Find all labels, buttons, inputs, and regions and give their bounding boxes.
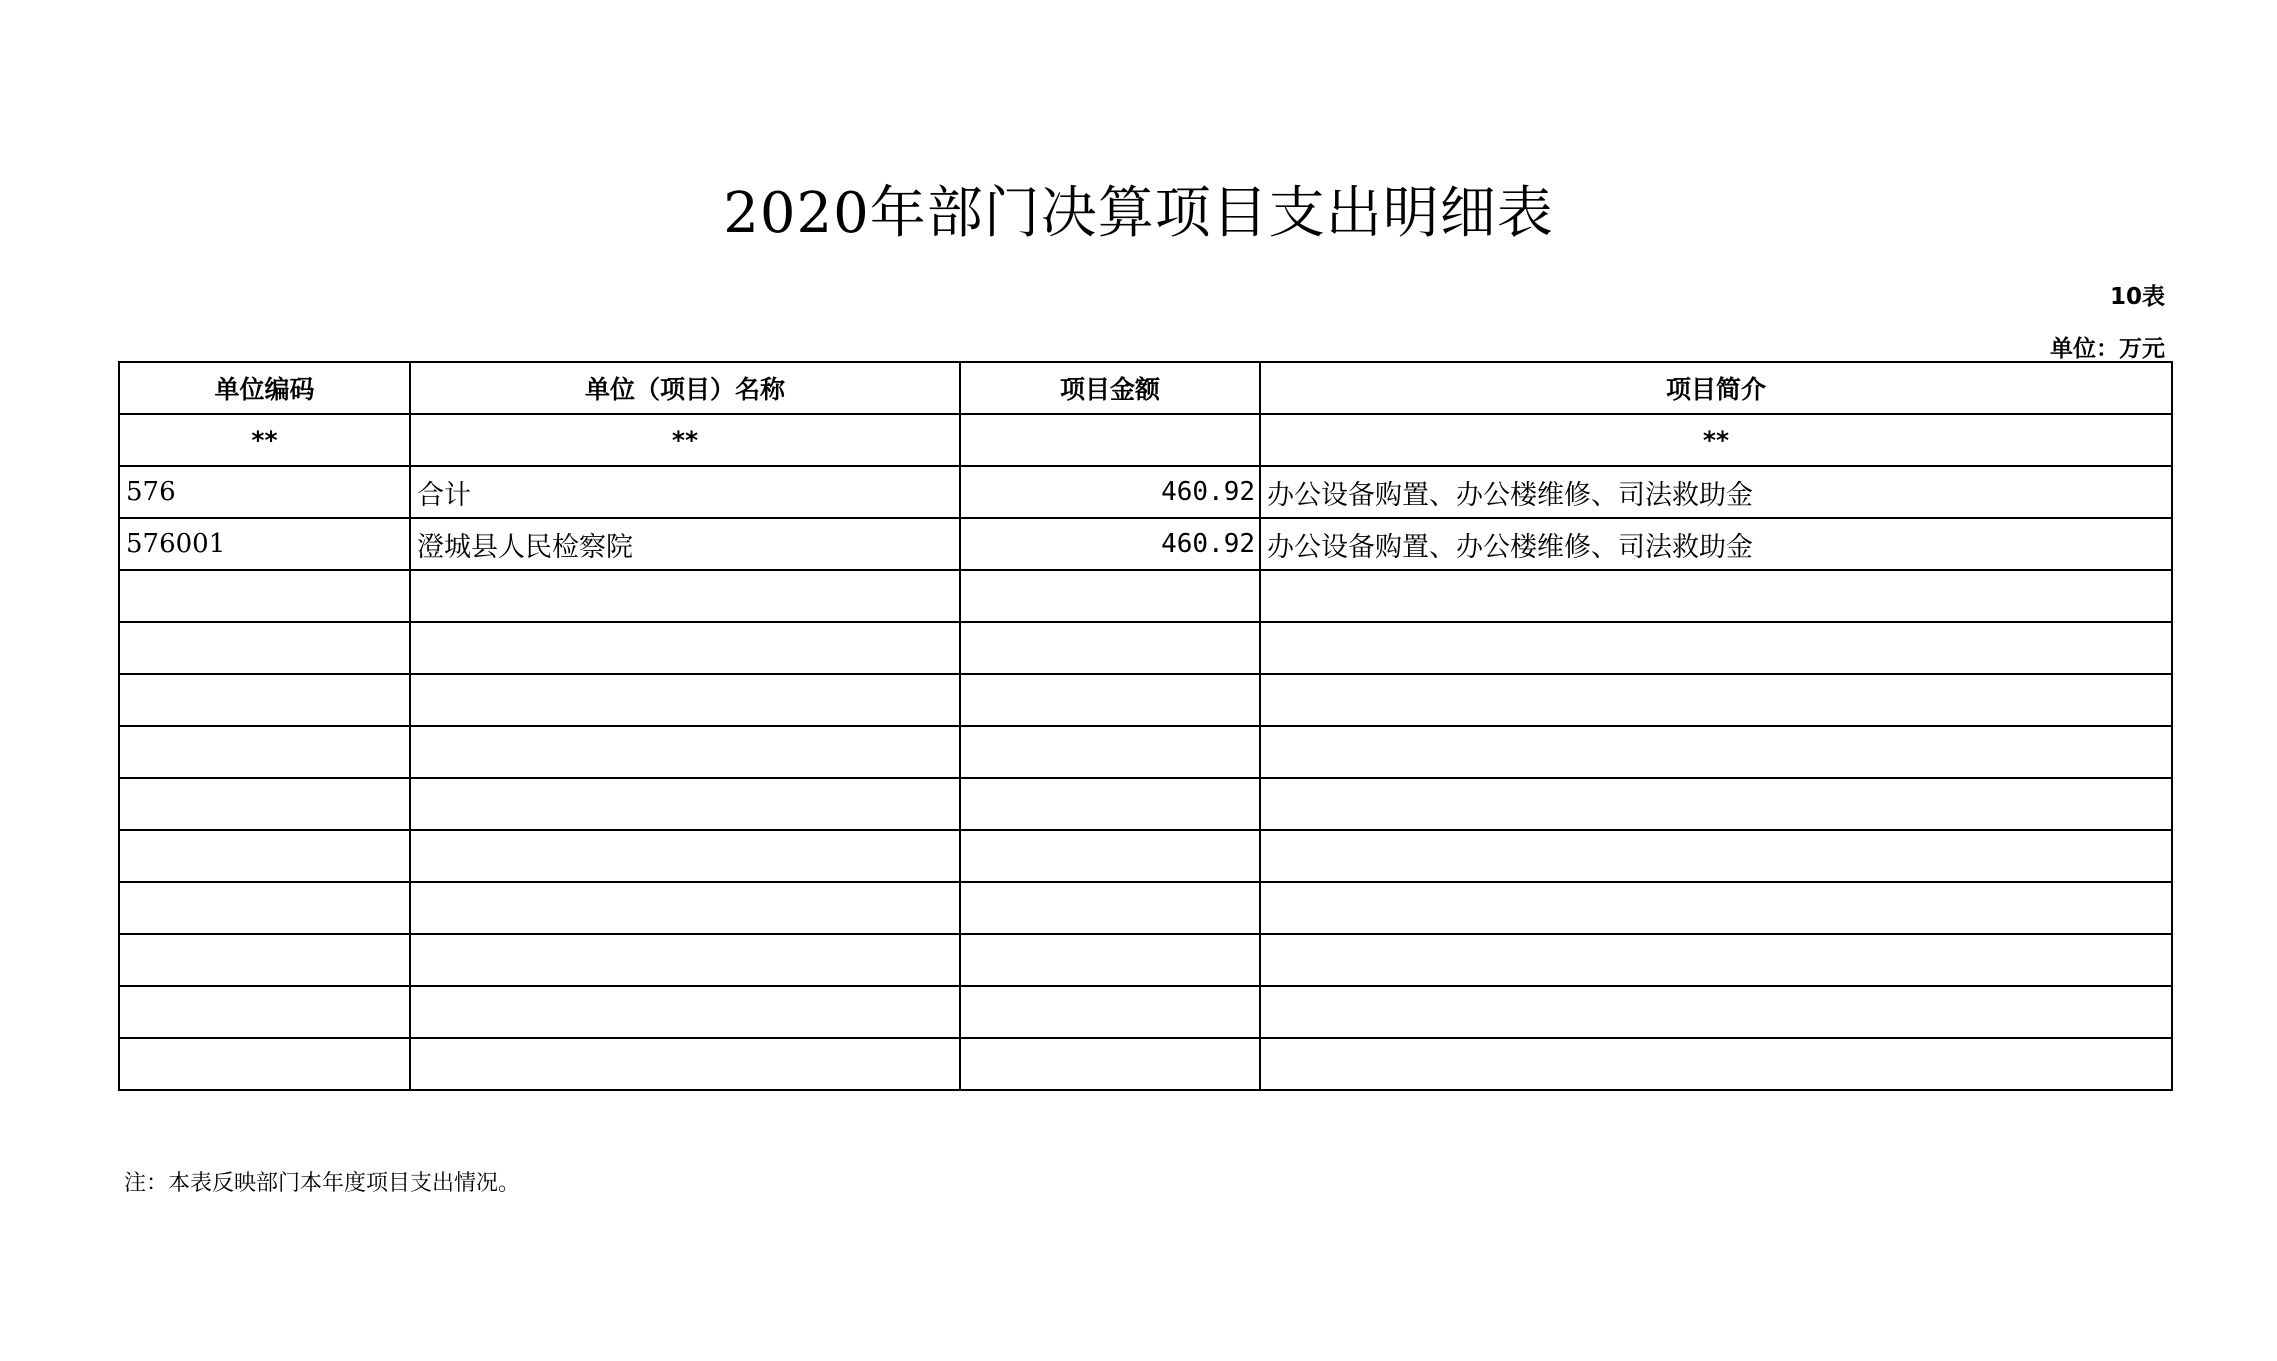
empty-cell (960, 570, 1260, 622)
empty-cell (410, 1038, 960, 1090)
empty-cell (960, 1038, 1260, 1090)
empty-cell (119, 726, 410, 778)
empty-cell (119, 934, 410, 986)
empty-cell (119, 882, 410, 934)
empty-cell (119, 622, 410, 674)
empty-cell (410, 622, 960, 674)
empty-cell (1260, 570, 2172, 622)
table-header-row (119, 362, 2172, 414)
empty-cell (410, 570, 960, 622)
unit-name-cell: 合计 (410, 466, 960, 518)
empty-row (119, 726, 2172, 778)
empty-cell (119, 986, 410, 1038)
empty-row (119, 882, 2172, 934)
empty-cell (410, 726, 960, 778)
empty-cell (1260, 726, 2172, 778)
empty-cell (1260, 1038, 2172, 1090)
report-title: 2020年部门决算项目支出明细表 (723, 181, 1554, 246)
empty-row (119, 830, 2172, 882)
project-expenditure-table (118, 361, 2173, 1091)
description-cell: 办公设备购置、办公楼维修、司法救助金 (1260, 518, 2172, 570)
empty-cell (960, 882, 1260, 934)
marker-cell: ** (410, 414, 960, 466)
empty-cell (410, 674, 960, 726)
unit-label: 单位：万元 (2050, 336, 2165, 362)
empty-cell (1260, 986, 2172, 1038)
empty-cell (119, 570, 410, 622)
empty-cell (960, 622, 1260, 674)
unit-code-cell: 576 (119, 466, 410, 518)
empty-row (119, 570, 2172, 622)
empty-cell (410, 934, 960, 986)
marker-cell: ** (1260, 414, 2172, 466)
empty-cell (410, 882, 960, 934)
description-cell: 办公设备购置、办公楼维修、司法救助金 (1260, 466, 2172, 518)
header-unit-code: 单位编码 (119, 362, 410, 414)
table-number: 10表 (2109, 284, 2165, 310)
empty-cell (119, 1038, 410, 1090)
empty-row (119, 778, 2172, 830)
empty-cell (410, 830, 960, 882)
footnote: 注：本表反映部门本年度项目支出情况。 (124, 1171, 521, 1196)
empty-cell (960, 674, 1260, 726)
empty-row (119, 674, 2172, 726)
empty-cell (1260, 830, 2172, 882)
empty-cell (1260, 778, 2172, 830)
empty-cell (1260, 934, 2172, 986)
empty-cell (410, 986, 960, 1038)
amount-cell: 460.92 (960, 466, 1260, 518)
empty-cell (1260, 674, 2172, 726)
header-unit-name: 单位（项目）名称 (410, 362, 960, 414)
empty-cell (960, 986, 1260, 1038)
empty-row (119, 934, 2172, 986)
header-amount: 项目金额 (960, 362, 1260, 414)
empty-cell (119, 778, 410, 830)
empty-cell (119, 830, 410, 882)
table-row (119, 466, 2172, 518)
empty-cell (119, 674, 410, 726)
empty-cell (960, 934, 1260, 986)
empty-row (119, 622, 2172, 674)
empty-row (119, 1038, 2172, 1090)
marker-cell (960, 414, 1260, 466)
marker-row (119, 414, 2172, 466)
empty-cell (960, 778, 1260, 830)
header-description: 项目简介 (1260, 362, 2172, 414)
empty-cell (410, 778, 960, 830)
table-row (119, 518, 2172, 570)
empty-cell (1260, 882, 2172, 934)
amount-cell: 460.92 (960, 518, 1260, 570)
marker-cell: ** (119, 414, 410, 466)
empty-cell (960, 830, 1260, 882)
empty-cell (1260, 622, 2172, 674)
empty-row (119, 986, 2172, 1038)
unit-name-cell: 澄城县人民检察院 (410, 518, 960, 570)
unit-code-cell: 576001 (119, 518, 410, 570)
empty-cell (960, 726, 1260, 778)
